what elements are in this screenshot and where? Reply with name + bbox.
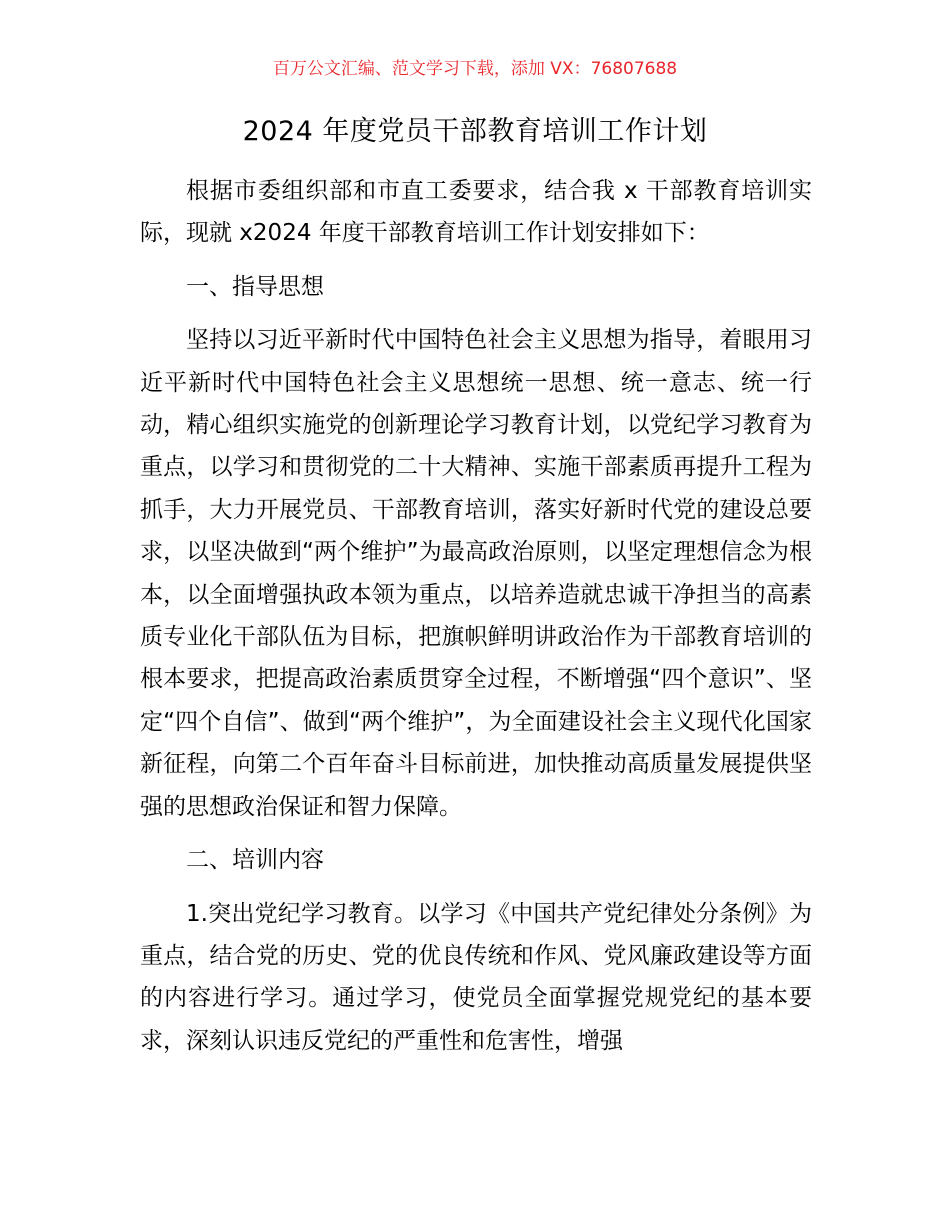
header-banner: 百万公文汇编、范文学习下载，添加 VX：76807688: [272, 59, 678, 79]
document-body: [140, 170, 812, 1062]
section-heading-training-content: 二、培训内容: [186, 847, 324, 874]
section-heading-guiding-ideology: 一、指导思想: [186, 273, 324, 300]
guiding-ideology-paragraph: 坚持以习近平新时代中国特色社会主义思想为指导，着眼用习近平新时代中国特色社会主义思想统一思想、统一意志、统一行动，精心组织实施党的创新理论学习教育计划，以党纪学习教育为重点，以学习和贯彻党的二十大精神、实施干部素质再提升工程为抓手，大力开展党员、干部教育培训，落实好新时代党的建设总要求，以坚决做到“两个维护”为最高政治原则，以坚定理想信念为根本，以全面增强执政本领为重点，以培养造就忠诚干净担当的高素质专业化干部队伍为目标，把旗帜鲜明讲政治作为干部教育培训的根本要求，把提高政治素质贯穿全过程，不断增强“四个意识”、坚定“四个自信”、做到“两个维护”，为全面建设社会主义现代化国家新征程，向第二个百年奋斗目标前进，加快推动高质量发展提供坚强的思想政治保证和智力保障。: [140, 327, 812, 820]
intro-paragraph: 根据市委组织部和市直工委要求，结合我 x 干部教育培训实际，现就 x2024 年度干部教育培训工作计划安排如下：: [140, 178, 812, 247]
training-content-item-1: 1.突出党纪学习教育。以学习《中国共产党纪律处分条例》为重点，结合党的历史、党的优良传统和作风、党风廉政建设等方面的内容进行学习。通过学习，使党员全面掌握党规党纪的基本要求，深刻认识违反党纪的严重性和危害性，增强: [140, 900, 812, 1054]
document-title: 2024 年度党员干部教育培训工作计划: [242, 116, 708, 147]
